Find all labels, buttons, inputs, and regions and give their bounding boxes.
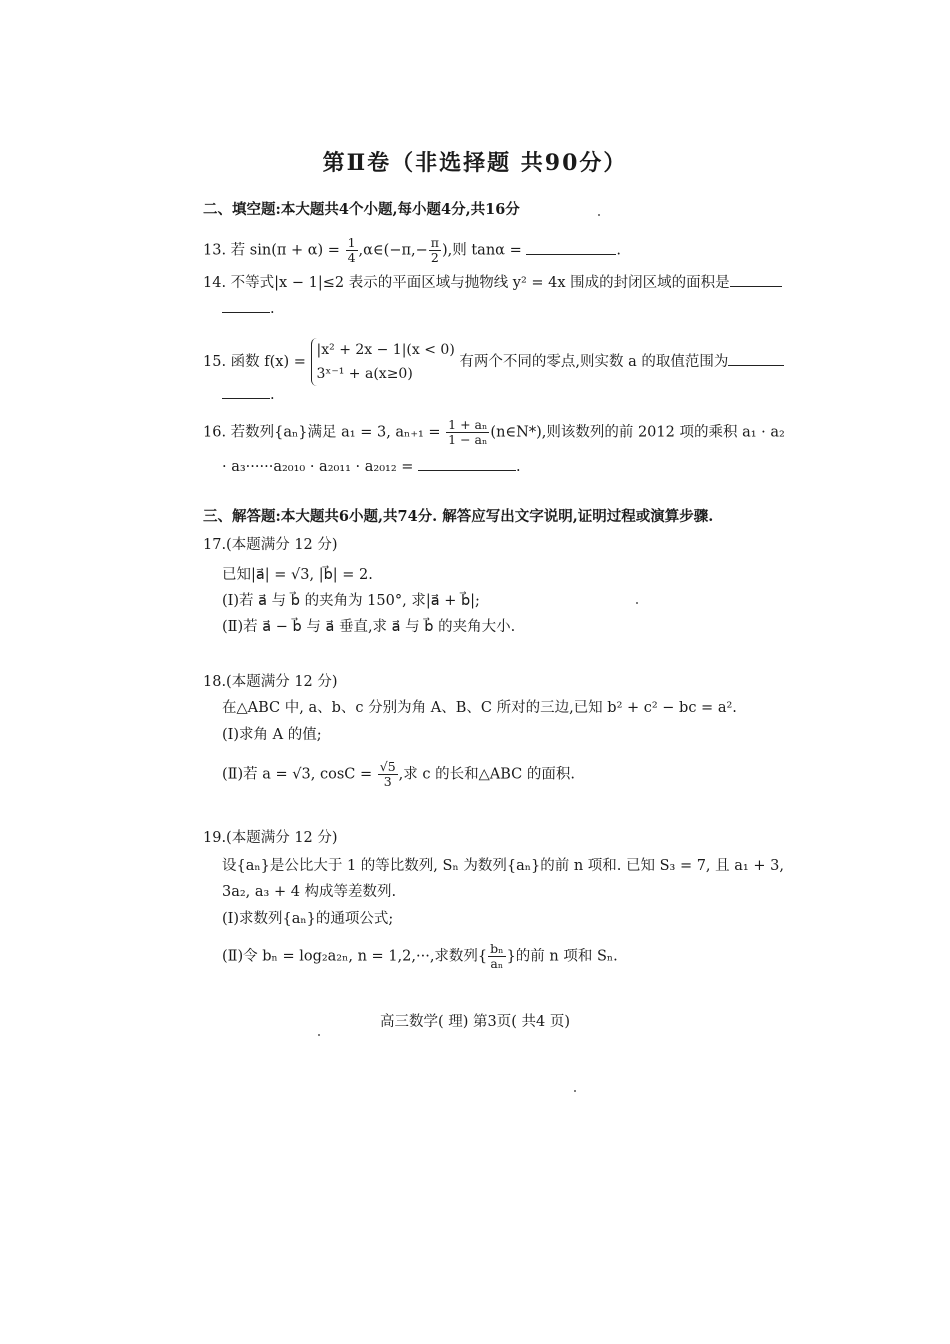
q18-given: 在△ABC 中, a、b、c 分别为角 A、B、C 所对的三边,已知 b² + c² − bc = a². bbox=[222, 700, 737, 716]
scan-speck bbox=[318, 1034, 320, 1036]
q16-frac-num: 1 + aₙ bbox=[448, 417, 488, 432]
q15-answer-blank-b[interactable] bbox=[222, 384, 270, 399]
page-title: 第Ⅱ卷（非选择题 共90分） bbox=[322, 150, 628, 176]
q13-frac2-num: π bbox=[430, 235, 439, 250]
q18-fraction bbox=[378, 760, 398, 789]
question-14-cont: . bbox=[222, 298, 275, 319]
answer-section-heading: 三、解答题:本大题共6小题,共74分. 解答应写出文字说明,证明过程或演算步骤. bbox=[203, 508, 714, 525]
q18-frac-num: √5 bbox=[379, 759, 396, 774]
q16-text-post: (n∈N*),则该数列的前 2012 项的乘积 a₁ · a₂ bbox=[490, 424, 785, 441]
question-14 bbox=[203, 272, 782, 293]
q13-fraction-2 bbox=[429, 236, 441, 265]
q16-text-pre: 16. 若数列{aₙ}满足 a₁ = 3, aₙ₊₁ = bbox=[203, 424, 446, 441]
q19-fraction bbox=[488, 942, 505, 971]
q15-answer-blank-a[interactable] bbox=[728, 351, 784, 366]
q13-text-mid: ,α∈(−π,− bbox=[358, 242, 428, 259]
q19-part-2-post: }的前 n 项和 Sₙ. bbox=[506, 948, 618, 965]
q18-frac-den: 3 bbox=[383, 774, 392, 789]
q13-answer-blank[interactable] bbox=[526, 240, 616, 255]
q17-heading: 17.(本题满分 12 分) bbox=[203, 537, 338, 553]
q19-part-2-pre: (Ⅱ)令 bₙ = log₂a₂ₙ, n = 1,2,···,求数列{ bbox=[222, 948, 488, 965]
q15-case-1: |x² + 2x − 1|(x < 0) bbox=[316, 342, 455, 358]
q19-given-1: 设{aₙ}是公比大于 1 的等比数列, Sₙ 为数列{aₙ}的前 n 项和. 已知 S₃ = 7, 且 a₁ + 3, bbox=[222, 858, 784, 874]
q14-text: 14. 不等式|x − 1|≤2 表示的平面区域与抛物线 y² = 4x 围成的封闭区域的面积是 bbox=[203, 275, 730, 291]
page-footer: 高三数学( 理) 第3页( 共4 页) bbox=[379, 1014, 570, 1030]
q18-part-1: (Ⅰ)求角 A 的值; bbox=[222, 727, 322, 743]
question-13: 13. 若 sin(π + α) = $\frac{1}{4}$ ,α∈(−π,− $\frac{\pi}{2}$ ),则 tanα = . bbox=[203, 235, 621, 265]
q19-part-2 bbox=[222, 942, 618, 971]
q16-fraction bbox=[446, 418, 489, 447]
q16-answer-blank[interactable] bbox=[418, 456, 516, 471]
q18-part-2 bbox=[222, 760, 575, 789]
q15-text-post: 有两个不同的零点,则实数 a 的取值范围为 bbox=[459, 354, 729, 370]
q13-fraction bbox=[346, 236, 358, 265]
q15-text-pre: 15. 函数 f(x) = bbox=[203, 354, 311, 370]
fill-section-heading: 二、填空题:本大题共4个小题,每小题4分,共16分 bbox=[203, 201, 520, 218]
q15-piecewise bbox=[311, 338, 455, 386]
question-15 bbox=[203, 338, 784, 386]
q19-part-1: (Ⅰ)求数列{aₙ}的通项公式; bbox=[222, 911, 394, 927]
q17-given: 已知|a⃗| = √3, |b⃗| = 2. bbox=[222, 567, 373, 583]
q19-frac-den: aₙ bbox=[490, 956, 504, 971]
q13-frac-den: 4 bbox=[347, 250, 356, 265]
scan-speck bbox=[636, 602, 638, 604]
q18-part-2-pre: (Ⅱ)若 a = √3, cosC = bbox=[222, 766, 377, 783]
question-16-cont: · a₃······a₂₀₁₀ · a₂₀₁₁ · a₂₀₁₂ = . bbox=[222, 456, 521, 477]
q13-text-pre: 13. 若 sin(π + α) = bbox=[203, 242, 345, 259]
q18-part-2-post: ,求 c 的长和△ABC 的面积. bbox=[398, 766, 575, 783]
q19-frac-num: bₙ bbox=[490, 941, 504, 956]
q14-answer-blank-b[interactable] bbox=[222, 298, 270, 313]
q19-given-2: 3a₂, a₃ + 4 构成等差数列. bbox=[222, 884, 397, 900]
question-16 bbox=[203, 418, 785, 447]
q14-answer-blank-a[interactable] bbox=[730, 272, 782, 287]
q13-frac-num: 1 bbox=[347, 235, 356, 250]
q16-text-line2: · a₃······a₂₀₁₀ · a₂₀₁₁ · a₂₀₁₂ = bbox=[222, 459, 419, 475]
scan-speck bbox=[574, 1090, 576, 1092]
q16-frac-den: 1 − aₙ bbox=[448, 432, 488, 447]
q17-part-1: (Ⅰ)若 a⃗ 与 b⃗ 的夹角为 150°, 求|a⃗ + b⃗|; bbox=[222, 593, 480, 609]
q17-part-2: (Ⅱ)若 a⃗ − b⃗ 与 a⃗ 垂直,求 a⃗ 与 b⃗ 的夹角大小. bbox=[222, 619, 516, 635]
q13-frac2-den: 2 bbox=[430, 250, 439, 265]
question-15-cont: . bbox=[222, 384, 275, 405]
q18-heading: 18.(本题满分 12 分) bbox=[203, 674, 338, 690]
scan-speck bbox=[598, 214, 600, 216]
q15-case-2: 3ˣ⁻¹ + a(x≥0) bbox=[316, 366, 413, 382]
q13-text-post: ),则 tanα = bbox=[441, 242, 527, 259]
q19-heading: 19.(本题满分 12 分) bbox=[203, 830, 338, 846]
